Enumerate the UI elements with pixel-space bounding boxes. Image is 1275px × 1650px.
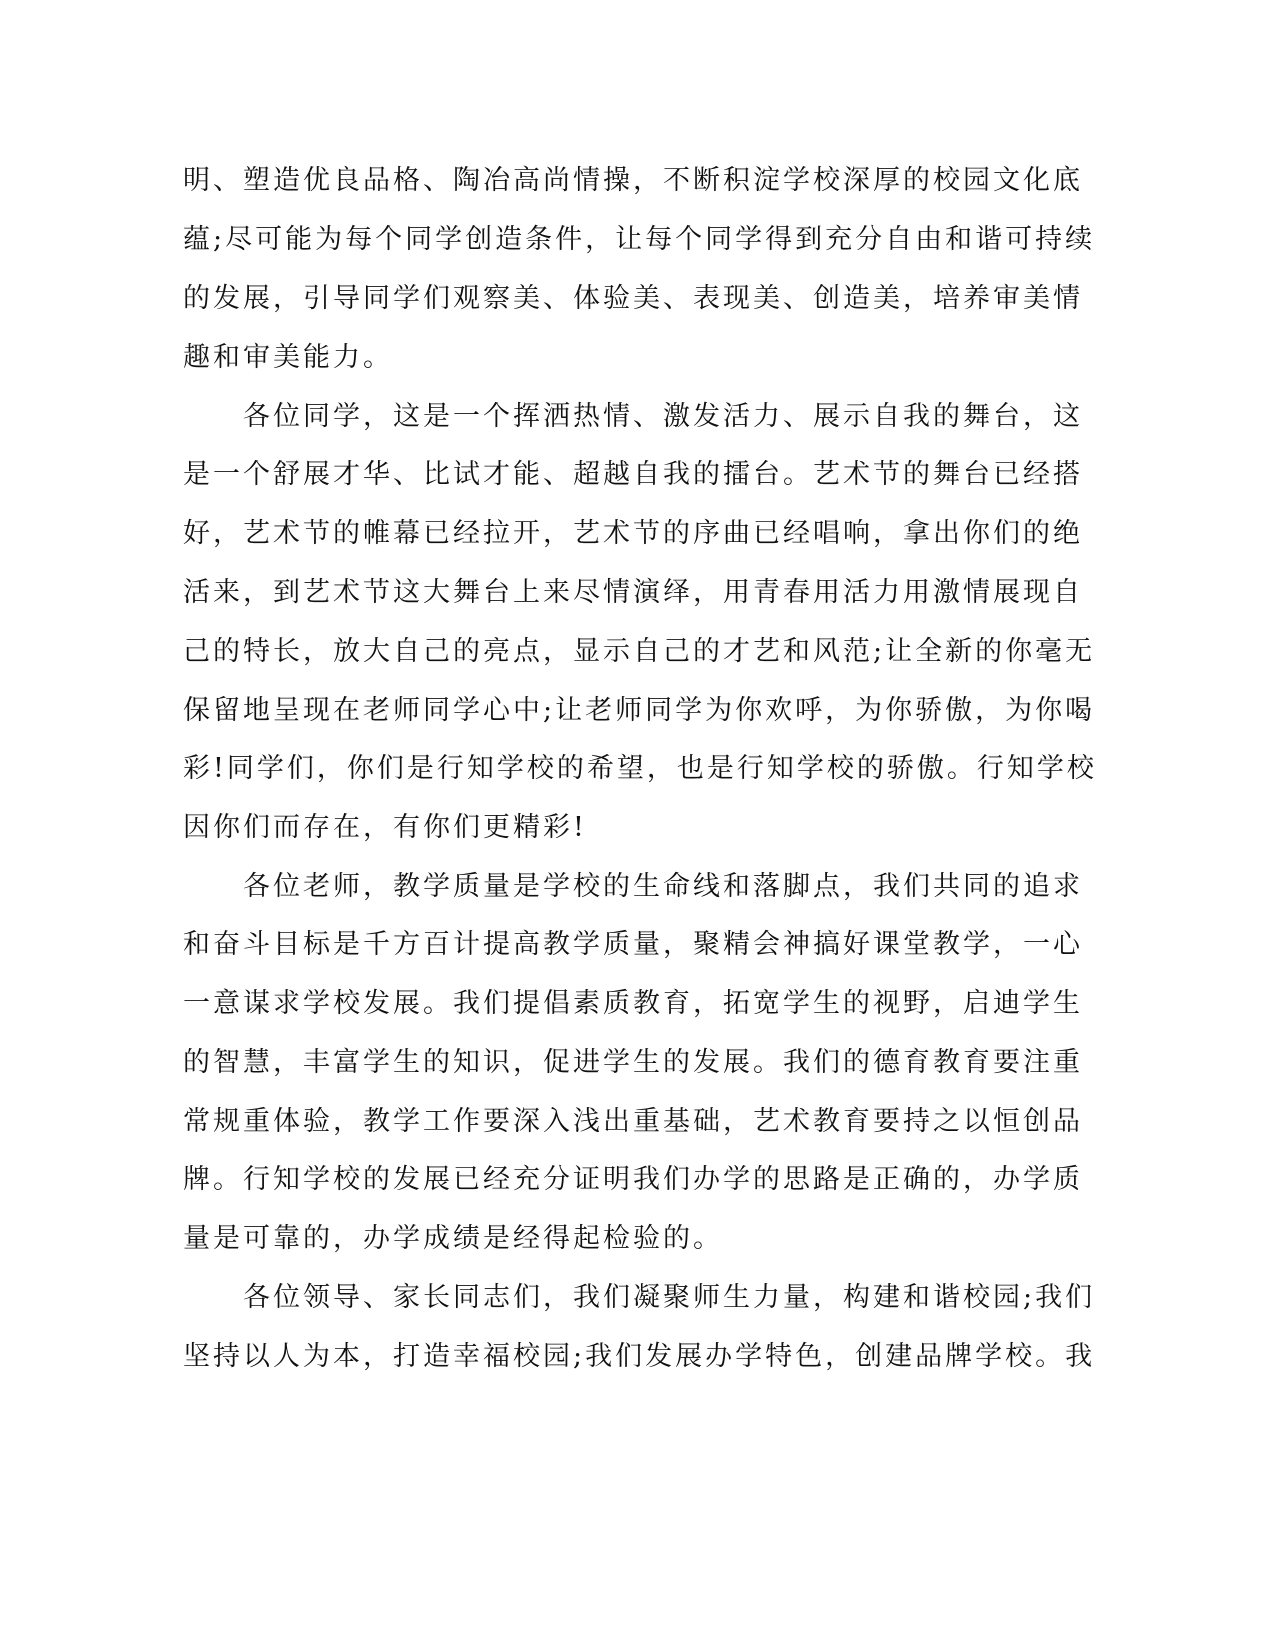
text-line: 活来，到艺术节这大舞台上来尽情演绎，用青春用活力用激情展现自 — [183, 577, 1083, 608]
text-line: 和奋斗目标是千方百计提高教学质量，聚精会神搞好课堂教学，一心 — [183, 929, 1083, 960]
text-line: 常规重体验，教学工作要深入浅出重基础，艺术教育要持之以恒创品 — [183, 1106, 1083, 1137]
text-line: 蕴;尽可能为每个同学创造条件，让每个同学得到充分自由和谐可持续 — [183, 224, 1096, 255]
text-line: 量是可靠的，办学成绩是经得起检验的。 — [183, 1223, 723, 1254]
text-line: 坚持以人为本，打造幸福校园;我们发展办学特色，创建品牌学校。我 — [183, 1341, 1096, 1372]
text-line: 趣和审美能力。 — [183, 342, 393, 373]
text-line: 明、塑造优良品格、陶冶高尚情操，不断积淀学校深厚的校园文化底 — [183, 165, 1083, 196]
text-line: 己的特长，放大自己的亮点，显示自己的才艺和风范;让全新的你毫无 — [183, 636, 1096, 667]
text-line: 各位领导、家长同志们，我们凝聚师生力量，构建和谐校园;我们 — [183, 1282, 1096, 1313]
text-line: 牌。行知学校的发展已经充分证明我们办学的思路是正确的，办学质 — [183, 1164, 1083, 1195]
text-line: 各位同学，这是一个挥洒热情、激发活力、展示自我的舞台，这 — [183, 401, 1083, 432]
text-line: 的发展，引导同学们观察美、体验美、表现美、创造美，培养审美情 — [183, 283, 1083, 314]
text-line: 因你们而存在，有你们更精彩! — [183, 812, 587, 843]
text-line: 好，艺术节的帷幕已经拉开，艺术节的序曲已经唱响，拿出你们的绝 — [183, 518, 1083, 549]
text-line: 彩!同学们，你们是行知学校的希望，也是行知学校的骄傲。行知学校 — [183, 753, 1097, 784]
text-line: 的智慧，丰富学生的知识，促进学生的发展。我们的德育教育要注重 — [183, 1047, 1083, 1078]
text-line: 各位老师，教学质量是学校的生命线和落脚点，我们共同的追求 — [183, 871, 1083, 902]
text-line: 保留地呈现在老师同学心中;让老师同学为你欢呼，为你骄傲，为你喝 — [183, 695, 1096, 726]
text-line: 一意谋求学校发展。我们提倡素质教育，拓宽学生的视野，启迪学生 — [183, 988, 1083, 1019]
text-line: 是一个舒展才华、比试才能、超越自我的擂台。艺术节的舞台已经搭 — [183, 459, 1083, 490]
